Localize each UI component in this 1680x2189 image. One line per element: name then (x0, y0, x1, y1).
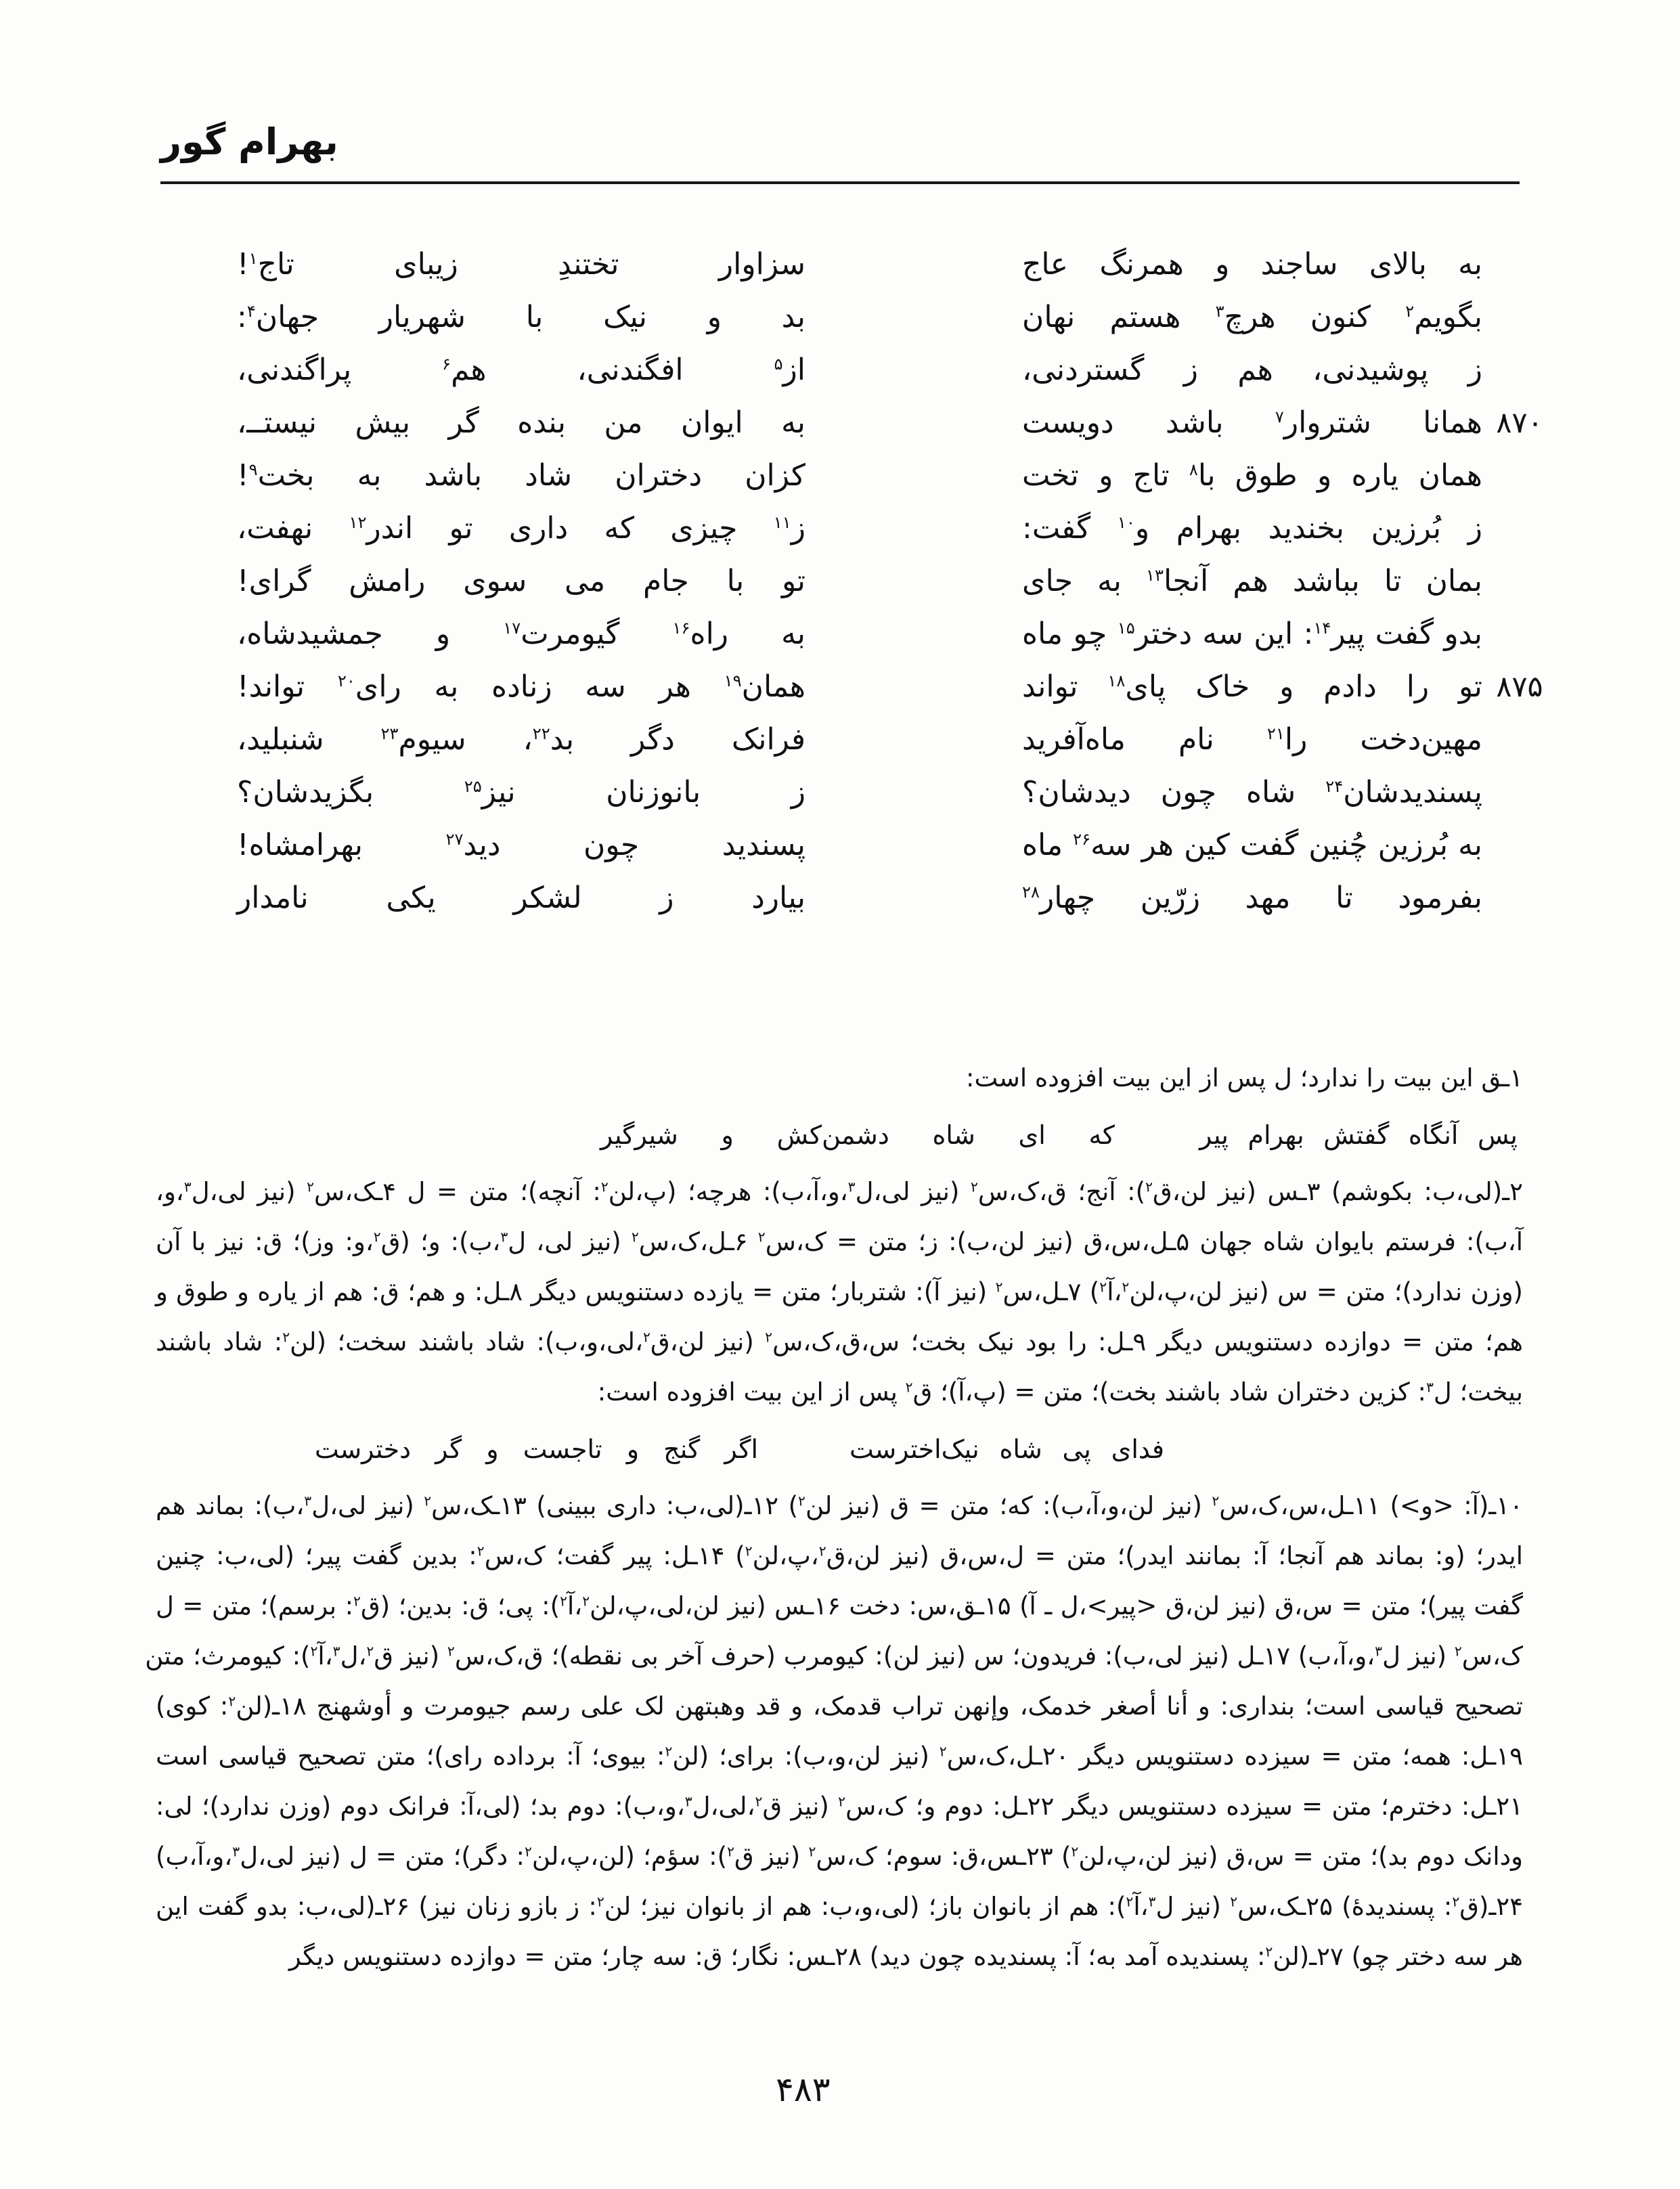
verse-row (237, 872, 1557, 925)
footnote-marker: ۲۷ (445, 830, 464, 849)
verse-row (237, 819, 1557, 872)
apparatus-verse-row (156, 1424, 1523, 1474)
verse-row (237, 397, 1557, 449)
apparatus-note-line: ۱ـق این بیت را ندارد؛ ل پس از این بیت افزوده است: (966, 1063, 1523, 1092)
verse-row (237, 291, 1557, 344)
footnote-marker: ۳ (684, 1793, 692, 1810)
hemistich-left: کزان دختران شاد باشد به بخت$^۹$! (237, 458, 805, 493)
footnote-marker: ۲ (755, 1793, 763, 1810)
verse-number: ۸۷۵ (1496, 670, 1543, 704)
footnote-marker: ۲ (310, 1643, 318, 1660)
footnote-marker: ۲۱ (1266, 724, 1285, 743)
hemistich-right: به بالای ساجند و همرنگ عاج (1022, 247, 1482, 282)
footnote-marker: ۱۰ (1117, 513, 1135, 532)
footnote-marker: ۲۲ (532, 724, 550, 743)
footnote-marker: ۳ (232, 1843, 240, 1860)
apparatus-note-line: ودانک دوم بد)؛ متن = س،ق (نیز لن،پ،لن$^۲$) ۲۳ـس،ق: سوم؛ ک،س$^۲$ (نیز ق$^۲$): سؤم؛ (لن،پ،لن$^۲$: دگر)؛ متن = ل (نیز لی،ل$^۳$،و،آ،ب) (156, 1842, 1523, 1871)
footnote-marker: ۱۷ (503, 619, 521, 638)
footnote-marker: ۲ (353, 1593, 361, 1610)
apparatus-verse-left: که ای شاه دشمن‌کش و شیرگیر (600, 1120, 1115, 1150)
footnote-marker: ۳ (1375, 1643, 1383, 1660)
hemistich-left: تو با جام می سوی رامش گرای! (237, 564, 805, 598)
footnote-marker: ۲ (1405, 302, 1415, 321)
apparatus-note-line: (وزن ندارد)؛ متن = س (نیز لن،پ،لن$^۲$،آ$^۲$) ۷ـل،س$^۲$ (نیز آ): شتربار؛ متن = یازده دستنویس دیگر ۸ـل: و هم؛ ق: هم از یاره و طوق و (156, 1277, 1523, 1306)
footnote-marker: ۲ (600, 1178, 609, 1195)
footnote-marker: ۵ (774, 355, 783, 374)
footnote-marker: ۲ (1265, 1943, 1273, 1960)
footnote-marker: ۲ (366, 1643, 374, 1660)
hemistich-left: از$^۵$ افگندنی، هم$^۶$ پراگندنی، (237, 353, 805, 387)
poem-block (237, 238, 1557, 925)
apparatus-note-line: بیخت؛ ل$^۳$: کزین دختران شاد باشند بخت)؛ متن = (پ،آ)؛ ق$^۲$ پس از این بیت افزوده است: (597, 1377, 1523, 1407)
verse-row (237, 608, 1557, 661)
footnote-marker: ۲ (1099, 1279, 1107, 1296)
footnote-marker: ۳ (1425, 1379, 1434, 1396)
footnote-marker: ۱۸ (1107, 671, 1126, 690)
footnote-marker: ۲ (1452, 1893, 1460, 1910)
verse-row (237, 713, 1557, 766)
apparatus-verse-right: پس آنگاه گفتش بهرام پیر (1199, 1120, 1518, 1150)
footnote-marker: ۸ (1189, 460, 1198, 479)
apparatus-note-line: ۱۹ـل: همه؛ متن = سیزده دستنویس دیگر ۲۰ـل،ک،س$^۲$ (نیز لن،و،ب): برای؛ (لن$^۲$: بیوی؛ آ: برداده رای)؛ متن تصحیح قیاسی است (156, 1742, 1523, 1771)
footnote-marker: ۲۶ (1073, 830, 1091, 849)
verse-row (237, 502, 1557, 555)
hemistich-right: همانا شتروار$^۷$ باشد دویست (1022, 405, 1482, 440)
hemistich-left: سزاوار تختندِ زیبای تاج$^۱$! (237, 247, 805, 282)
footnote-marker: ۳ (1148, 1893, 1156, 1910)
hemistich-left: همان$^{۱۹}$ هر سه زناده به رای$^{۲۰}$ تواند! (237, 669, 805, 704)
footnote-marker: ۱۱ (773, 513, 791, 532)
hemistich-right: بمان تا بباشد هم آنجا$^{۱۳}$ به جای (1022, 564, 1482, 598)
hemistich-left: ز بانوزنان نیز$^{۲۵}$ بگزیدشان؟ (237, 775, 805, 810)
chapter-title: بهرام گور (160, 120, 338, 163)
footnote-marker: ۴ (246, 302, 256, 321)
footnote-marker: ۲ (596, 1893, 604, 1910)
hemistich-left: بیارد ز لشکر یکی نامدار (237, 881, 805, 915)
apparatus-verse-right: فدای پی شاه نیک‌اخترست (849, 1434, 1164, 1464)
footnote-marker: ۲ (905, 1379, 913, 1396)
hemistich-right: تو را دادم و خاک پای$^{۱۸}$ تواند (1022, 669, 1482, 704)
apparatus-note-line: تصحیح قیاسی است؛ بنداری: و أنا أصغر خدمک، وإنهن تراب قدمک، و قد وهبتهن لک علی رسم جیومرت و أوشهنج ۱۸ـ(لن$^۲$: کوی) (156, 1692, 1523, 1721)
footnote-marker: ۳ (332, 1643, 340, 1660)
hemistich-gap (1115, 1110, 1199, 1160)
footnote-marker: ۲ (524, 1843, 532, 1860)
footnote-marker: ۳ (1215, 302, 1224, 321)
footnote-marker: ۲ (282, 1329, 290, 1346)
footnote-marker: ۲ (995, 1279, 1003, 1296)
footnote-marker: ۳ (304, 1492, 312, 1509)
footnote-marker: ۲ (560, 1593, 567, 1610)
apparatus (145, 1053, 1524, 1982)
footnote-marker: ۲ (970, 1178, 978, 1195)
footnote-marker: ۲ (808, 1843, 816, 1860)
apparatus-note-line: ۱۰ـ(آ: <و>) ۱۱ـل،س،ک،س$^۲$ (نیز لن،و،آ،ب): که؛ متن = ق (نیز لن$^۲$) ۱۲ـ(لی،ب: داری ببینی) ۱۳ـک،س$^۲$ (نیز لی،ل$^۳$،ب): بماند هم (156, 1491, 1523, 1520)
hemistich-left: ز$^{۱۱}$ چیزی که داری تو اندر$^{۱۲}$ نهفت، (237, 511, 805, 546)
hemistich-right: ز پوشیدنی، هم ز گستردنی، (1022, 353, 1482, 387)
footnote-marker: ۱۶ (672, 619, 690, 638)
footnote-marker: ۲ (228, 1693, 236, 1710)
hemistich-right: به بُرزین چُنین گفت کین هر سه$^{۲۶}$ ماه (1022, 828, 1482, 862)
footnote-marker: ۲ (373, 1229, 381, 1245)
footnote-marker: ۲ (757, 1229, 766, 1245)
apparatus-note-line: ۲۴ـ(ق$^۲$: پسندیدهٔ) ۲۵ـک،س$^۲$ (نیز ل$^۳$،آ$^۲$): هم از بانوان باز؛ (لی،و،ب: هم از بانوان نیز؛ لن$^۲$: ز بازو زنان نیز) ۲۶ـ(لی،ب: بدو گفت این (156, 1892, 1524, 1921)
apparatus-note-line: ایدر؛ (و: بماند هم آنجا؛ آ: بمانند ایدر)؛ متن = ل،س،ق (نیز لن،ق$^۲$،پ،لن$^۲$) ۱۴ـل: پیر گفت؛ ک،س$^۲$: بدین گفت پیر؛ (لی،ب: چنین (156, 1541, 1523, 1570)
hemistich-right: بگویم$^۲$ کنون هرچ$^۳$ هستم نهان (1022, 300, 1483, 334)
hemistich-left: به ایوان من بنده گر بیش نیستــ، (237, 405, 805, 440)
hemistich-left: به راه$^{۱۶}$ گیومرت$^{۱۷}$ و جمشیدشاه، (237, 617, 805, 651)
footnote-marker: ۲۵ (464, 777, 482, 796)
apparatus-note-line: گفت پیر)؛ متن = س،ق (نیز لن،ق <پیر>،ل ـ آ) ۱۵ـق،س: دخت ۱۶ـس (نیز لن،لی،پ،لن$^۲$،آ$^۲$): پی؛ ق: بدین؛ (ق$^۲$: برسم)؛ متن = ل (156, 1591, 1524, 1620)
footnote-marker: ۲۰ (337, 671, 355, 690)
hemistich-left: فرانک دگر بد$^{۲۲}$، سیوم$^{۲۳}$ شنبلید، (237, 722, 805, 757)
verse-row (237, 555, 1557, 608)
apparatus-note-line: هر سه دختر چو) ۲۷ـ(لن$^۲$: پسندیده آمد به؛ آ: پسندیده چون دید) ۲۸ـس: نگار؛ ق: سه چار؛ متن = دوازده دستنویس دیگر (288, 1942, 1523, 1971)
apparatus-note-line: ک،س$^۲$ (نیز ل$^۳$،و،آ،ب) ۱۷ـل (نیز لی،ب): فریدون؛ س (نیز لن): کیومرب (حرف آخر بی نقطه)؛ ق،ک،س$^۲$ (نیز ق$^۲$،ل$^۳$،آ$^۲$): کیومرث؛ متن (145, 1641, 1523, 1671)
footnote-marker: ۲ (477, 1543, 485, 1560)
verse-row (237, 344, 1557, 397)
footnote-marker: ۲ (307, 1178, 315, 1195)
verse-row (237, 766, 1557, 819)
footnote-marker: ۱۴ (1313, 619, 1331, 638)
footnote-marker: ۲ (1230, 1893, 1238, 1910)
hemistich-right: پسندیدشان$^{۲۴}$ شاه چون دیدشان؟ (1022, 775, 1482, 810)
footnote-marker: ۲۴ (1325, 777, 1344, 796)
verse-row (237, 449, 1557, 502)
footnote-marker: ۲ (1126, 1893, 1134, 1910)
footnote-marker: ۳ (183, 1178, 192, 1195)
footnote-marker: ۲ (745, 1543, 753, 1560)
footnote-marker: ۲۸ (1022, 883, 1040, 902)
apparatus-verse-left: اگر گنج و تاجست و گر دخترست (315, 1434, 758, 1464)
hemistich-left: پسندید چون دید$^{۲۷}$ بهرامشاه! (237, 828, 805, 862)
verse-number: ۸۷۰ (1496, 406, 1543, 440)
footnote-marker: ۲ (765, 1329, 773, 1346)
footnote-marker: ۲ (665, 1743, 673, 1760)
footnote-marker: ۲ (727, 1843, 735, 1860)
page-number: ۴۸۳ (776, 2070, 831, 2109)
apparatus-note-line: ۲ـ(لی،ب: بکوشم) ۳ـس (نیز لن،ق$^۲$): آنج؛ ق،ک،س$^۲$ (نیز لی،ل$^۳$،و،آ،ب): هرچه؛ (پ،لن$^۲$: آنچه)؛ متن = ل ۴ـک،س$^۲$ (نیز لی،ل$^۳$،و، (156, 1177, 1523, 1206)
footnote-marker: ۲ (631, 1229, 639, 1245)
header-rule (160, 181, 1520, 184)
footnote-marker: ۱۲ (349, 513, 367, 532)
verse-row (237, 238, 1557, 291)
apparatus-note-line: آ،ب): فرستم بایوان شاه جهان ۵ـل،س،ق (نیز لن،ب): ز؛ متن = ک،س$^۲$ ۶ـل،ک،س$^۲$ (نیز لی، ل$^۳$،ب): و؛ (ق$^۲$،و: وز)؛ ق: نیز با آن (156, 1227, 1524, 1256)
apparatus-note-line: هم؛ متن = دوازده دستنویس دیگر ۹ـل: را بود نیک بخت؛ س،ق،ک،س$^۲$ (نیز لن،ق$^۲$،لی،و،ب): شاد باشند سخت؛ (لن$^۲$: شاد باشند (156, 1327, 1523, 1356)
footnote-marker: ۳ (500, 1229, 508, 1245)
footnote-marker: ۲ (818, 1543, 826, 1560)
footnote-marker: ۱ (248, 249, 258, 268)
verse-row (237, 661, 1557, 713)
footnote-marker: ۹ (248, 460, 258, 479)
footnote-marker: ۲ (1071, 1843, 1079, 1860)
footnote-marker: ۲ (1122, 1279, 1130, 1296)
hemistich-right: بدو گفت پیر$^{۱۴}$: این سه دختر$^{۱۵}$ چو ماه (1022, 617, 1482, 651)
footnote-marker: ۲ (643, 1329, 650, 1346)
footnote-marker: ۱۳ (1146, 566, 1164, 585)
footnote-marker: ۲ (939, 1743, 947, 1760)
footnote-marker: ۲ (1212, 1492, 1220, 1509)
hemistich-right: همان یاره و طوق با$^۸$ تاج و تخت (1022, 458, 1482, 493)
hemistich-left: بد و نیک با شهریار جهان$^۴$: (237, 300, 805, 334)
footnote-marker: ۲ (447, 1643, 455, 1660)
apparatus-note-line: ۲۱ـل: دخترم؛ متن = سیزده دستنویس دیگر ۲۲ـل: دوم و؛ ک،س$^۲$ (نیز ق$^۲$،لی،ل$^۳$،و،ب): دوم بد؛ (لی،آ: فرانک دوم (وزن ندارد)؛ لی: (156, 1792, 1523, 1821)
hemistich-right: ز بُرزین بخندید بهرام و$^{۱۰}$ گفت: (1022, 511, 1482, 546)
footnote-marker: ۱۹ (724, 671, 742, 690)
footnote-marker: ۷ (1275, 407, 1284, 426)
footnote-marker: ۶ (442, 355, 451, 374)
footnote-marker: ۲ (1454, 1643, 1462, 1660)
footnote-marker: ۳ (847, 1178, 856, 1195)
footnote-marker: ۲ (838, 1793, 846, 1810)
footnote-marker: ۲ (424, 1492, 432, 1509)
hemistich-right: بفرمود تا مهد زرّین چهار$^{۲۸}$ (1022, 881, 1482, 915)
apparatus-verse-row (156, 1110, 1523, 1160)
footnote-marker: ۱۵ (1117, 619, 1135, 638)
footnote-marker: ۲ (582, 1593, 590, 1610)
hemistich-right: مهین‌دخت را$^{۲۱}$ نام ماه‌آفرید (1022, 722, 1483, 757)
footnote-marker: ۲ (1145, 1178, 1153, 1195)
footnote-marker: ۲ (798, 1492, 805, 1509)
hemistich-gap (758, 1424, 849, 1474)
footnote-marker: ۲۳ (380, 724, 399, 743)
